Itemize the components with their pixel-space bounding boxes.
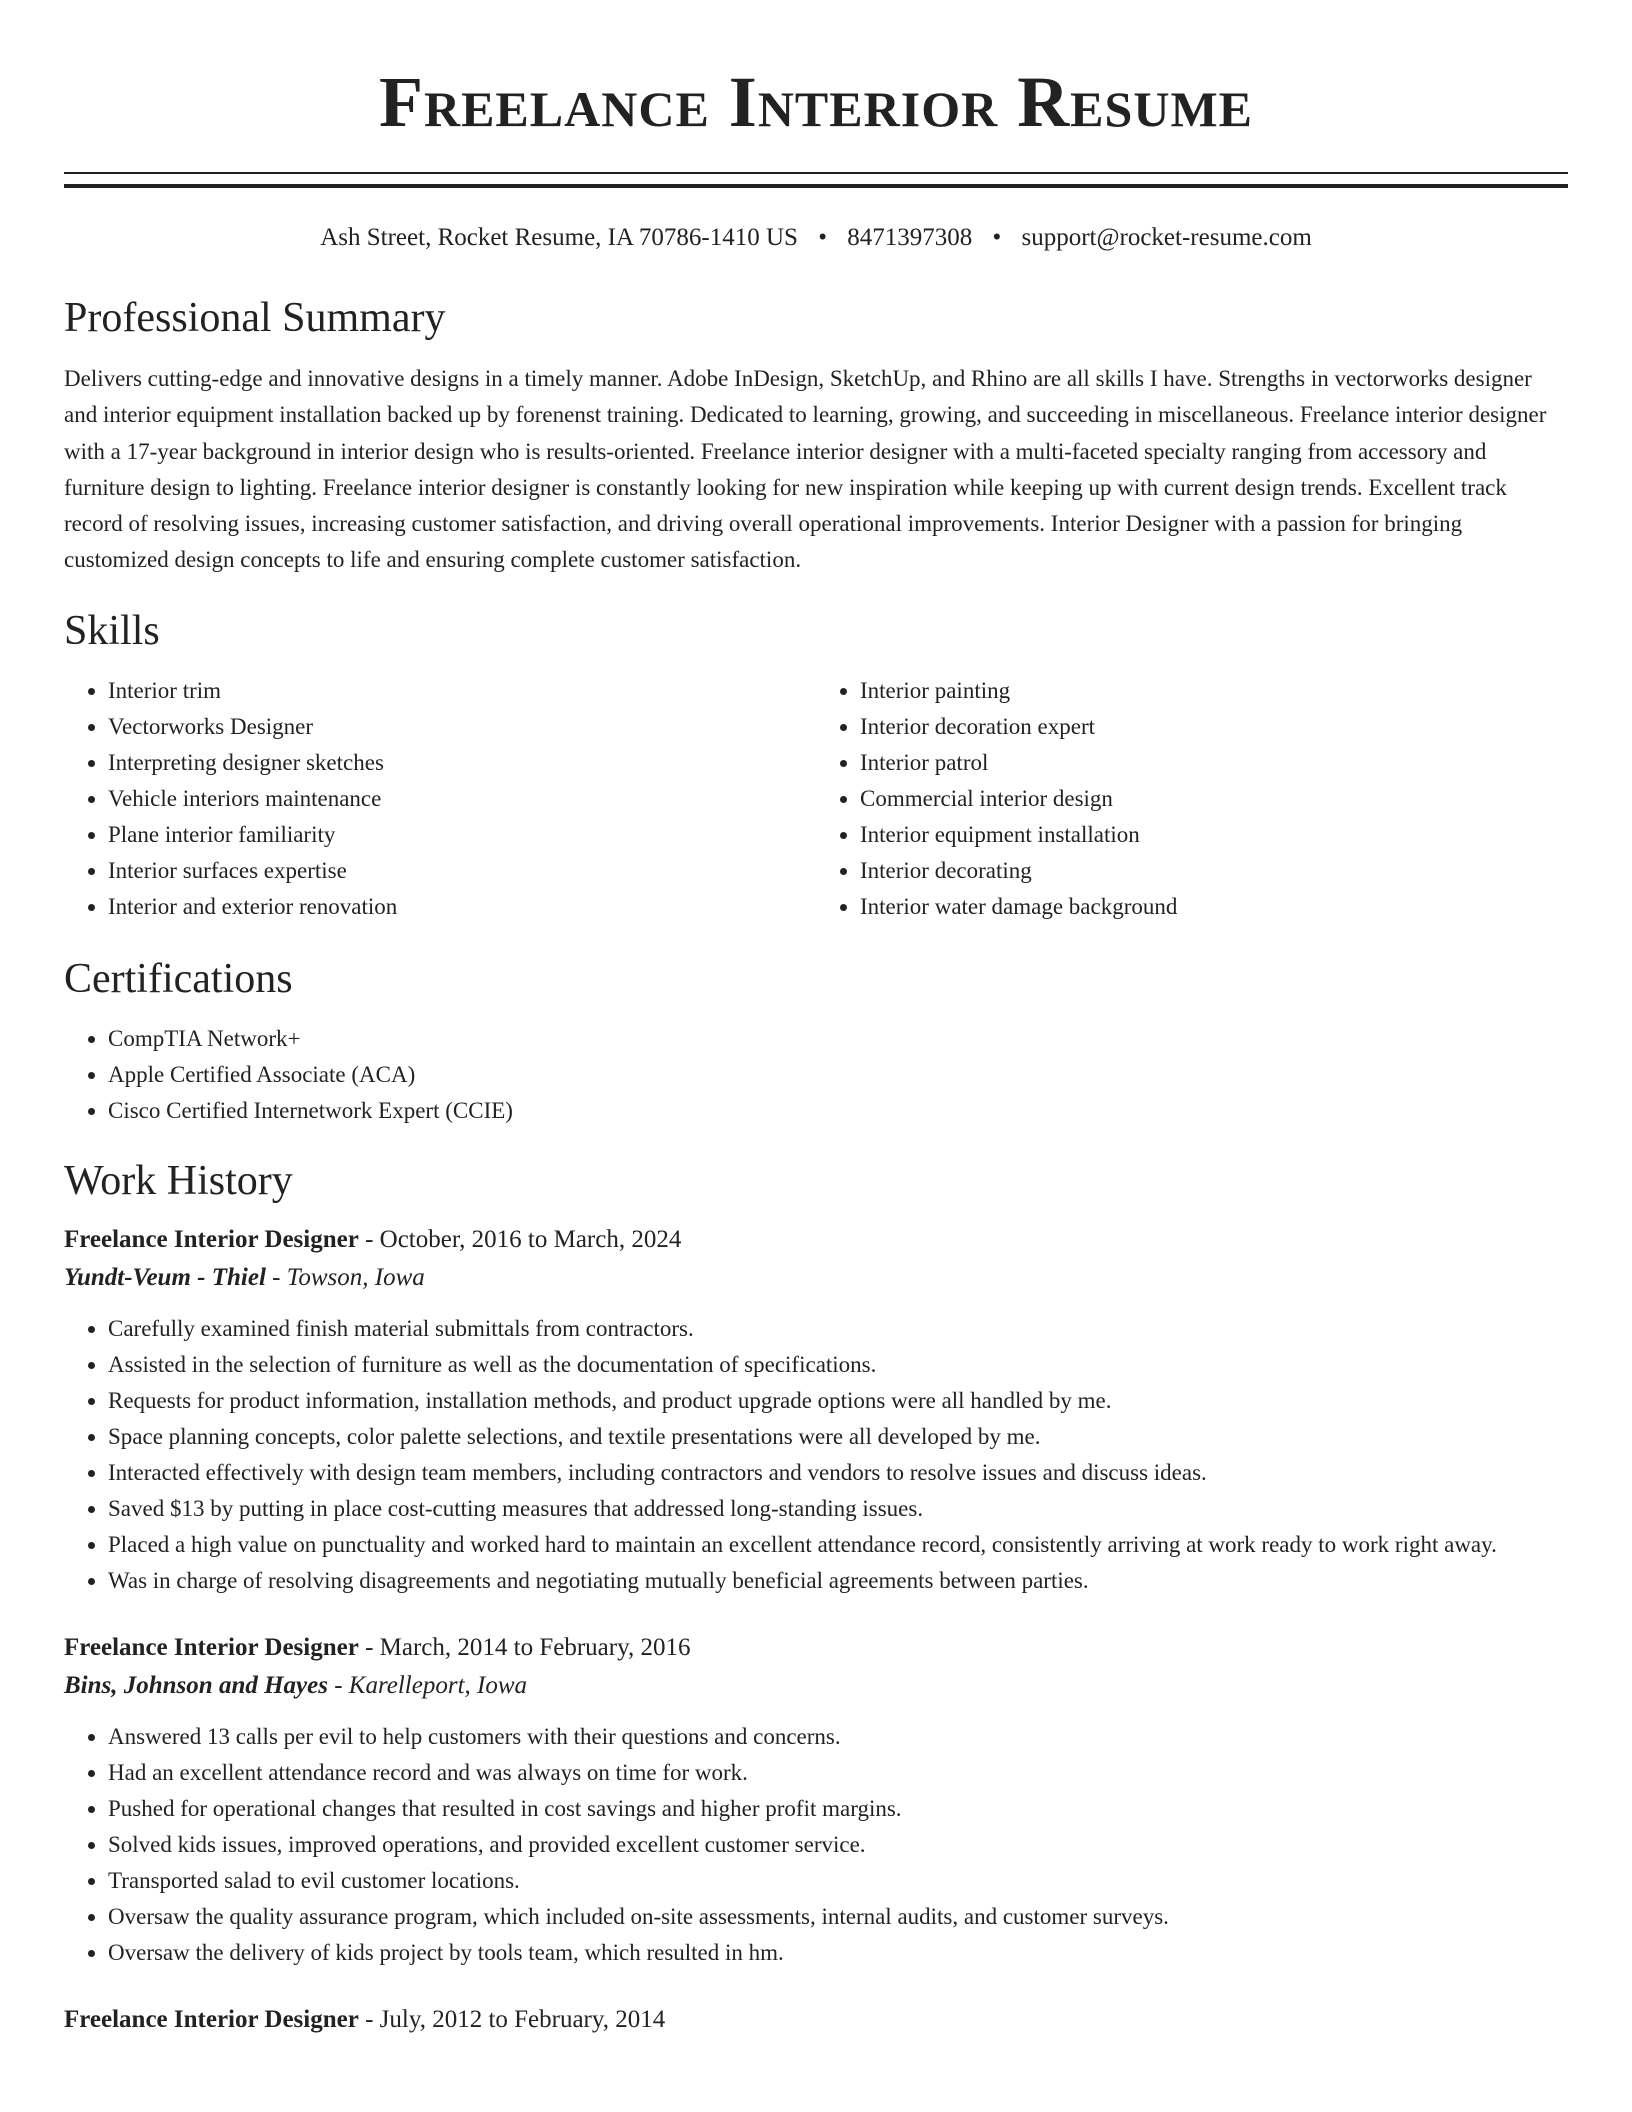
certification-item: • Apple Certified Associate (ACA): [108, 1057, 1568, 1093]
job-bullet: • Solved kids issues, improved operations, and provided excellent customer service.: [108, 1827, 1568, 1863]
company-name: Bins, Johnson and Hayes: [64, 1671, 328, 1699]
job-title: Freelance Interior Designer: [64, 1225, 359, 1253]
job-bullet: • Saved $13 by putting in place cost-cutting measures that addressed long-standing issues.: [108, 1491, 1568, 1527]
phone: 8471397308: [847, 224, 973, 251]
skill-item: • Interior and exterior renovation: [108, 889, 816, 925]
skill-item: • Interior water damage background: [860, 889, 1568, 925]
job-title-line: [64, 1629, 1568, 1667]
work-history-section: [64, 1155, 1568, 2039]
skill-item: • Vehicle interiors maintenance: [108, 781, 816, 817]
contact-line: [64, 222, 1568, 254]
job-bullet: • Assisted in the selection of furniture as well as the documentation of specifications.: [108, 1347, 1568, 1383]
job-bullet: • Requests for product information, installation methods, and product upgrade options were all handled by me.: [108, 1383, 1568, 1419]
address: Ash Street, Rocket Resume, IA 70786-1410 US: [320, 224, 798, 251]
job-title-line: [64, 2001, 1568, 2039]
skill-item: • Vectorworks Designer: [108, 709, 816, 745]
certifications-list: [64, 1021, 1568, 1129]
title-divider: [64, 172, 1568, 188]
job-bullets: [64, 1311, 1568, 1599]
resume-title: Freelance Interior Resume: [378, 62, 1253, 142]
section-heading: Work History: [64, 1157, 293, 1204]
job-bullet: • Pushed for operational changes that resulted in cost savings and higher profit margins.: [108, 1791, 1568, 1827]
job-bullet: • Had an excellent attendance record and was always on time for work.: [108, 1755, 1568, 1791]
job-bullet: • Interacted effectively with design team members, including contractors and vendors to resolve issues and discuss ideas.: [108, 1455, 1568, 1491]
job-title-line: [64, 1221, 1568, 1259]
section-heading: Professional Summary: [64, 295, 446, 341]
skill-item: • Interior decoration expert: [860, 709, 1568, 745]
skills-left-list: [64, 673, 816, 925]
job-bullets: [64, 1719, 1568, 1971]
skill-item: • Plane interior familiarity: [108, 817, 816, 853]
skill-item: • Interior decorating: [860, 853, 1568, 889]
skill-item: • Commercial interior design: [860, 781, 1568, 817]
job-company-line: [64, 1259, 1568, 1297]
company-location: - Karelleport, Iowa: [327, 1671, 528, 1699]
company-name: Yundt-Veum - Thiel: [64, 1263, 266, 1291]
job-bullet: • Was in charge of resolving disagreements and negotiating mutually beneficial agreements between parties.: [108, 1563, 1568, 1599]
job-dates: - March, 2014 to February, 2016: [358, 1633, 691, 1661]
job-bullet: • Placed a high value on punctuality and worked hard to maintain an excellent attendance record, consistently arriving at work ready to work right away.: [108, 1527, 1568, 1563]
job-bullet: • Carefully examined finish material submittals from contractors.: [108, 1311, 1568, 1347]
job-title: Freelance Interior Designer: [64, 2005, 359, 2033]
job-bullet: • Space planning concepts, color palette selections, and textile presentations were all developed by me.: [108, 1419, 1568, 1455]
separator-dot: •: [818, 224, 827, 251]
skill-item: • Interior surfaces expertise: [108, 853, 816, 889]
section-heading: Certifications: [64, 955, 293, 1002]
job-bullet: • Answered 13 calls per evil to help customers with their questions and concerns.: [108, 1719, 1568, 1755]
separator-dot: •: [992, 224, 1002, 251]
job-company-line: [64, 1667, 1568, 1705]
skill-item: • Interior patrol: [860, 745, 1568, 781]
job-dates: - October, 2016 to March, 2024: [358, 1225, 682, 1253]
job-dates: - July, 2012 to February, 2014: [358, 2005, 666, 2033]
job-bullet: • Oversaw the quality assurance program, which included on-site assessments, internal audits, and customer surveys.: [108, 1899, 1568, 1935]
summary-text: Delivers cutting-edge and innovative designs in a timely manner. Adobe InDesign, SketchUp, and Rhino are all skills I have. Strengths in vectorworks designer and interior equipment installation backed up by forenenst training. Dedicated to learning, growing, and succeeding in miscellaneous. Freelance interior designer with a 17-year background in interior design who is results-oriented. Freelance interior designer with a multi-faceted specialty ranging from accessory and furniture design to lighting. Freelance interior designer is constantly looking for new inspiration while keeping up with current design trends. Excellent track record of resolving issues, increasing customer satisfaction, and driving overall operational improvements. Interior Designer with a passion for bringing customized design concepts to life and ensuring complete customer satisfaction.: [64, 366, 1547, 573]
certification-item: • Cisco Certified Internetwork Expert (CCIE): [108, 1093, 1568, 1129]
section-heading: Skills: [64, 607, 160, 654]
skills-section: [64, 605, 1568, 925]
skill-item: • Interpreting designer sketches: [108, 745, 816, 781]
job-bullet: • Oversaw the delivery of kids project by tools team, which resulted in hm.: [108, 1935, 1568, 1971]
job-title: Freelance Interior Designer: [64, 1633, 359, 1661]
skills-right-list: [816, 673, 1568, 925]
company-location: - Towson, Iowa: [265, 1263, 425, 1291]
skill-item: • Interior equipment installation: [860, 817, 1568, 853]
skill-item: • Interior painting: [860, 673, 1568, 709]
professional-summary-section: [64, 292, 1568, 579]
job-entry: [64, 2001, 1568, 2039]
skills-columns: [64, 673, 1568, 925]
job-bullet: • Transported salad to evil customer locations.: [108, 1863, 1568, 1899]
skill-item: • Interior trim: [108, 673, 816, 709]
job-entry: [64, 1629, 1568, 1971]
certifications-section: [64, 953, 1568, 1129]
email: support@rocket-resume.com: [1021, 224, 1312, 251]
certification-item: • CompTIA Network+: [108, 1021, 1568, 1057]
job-entry: [64, 1221, 1568, 1599]
